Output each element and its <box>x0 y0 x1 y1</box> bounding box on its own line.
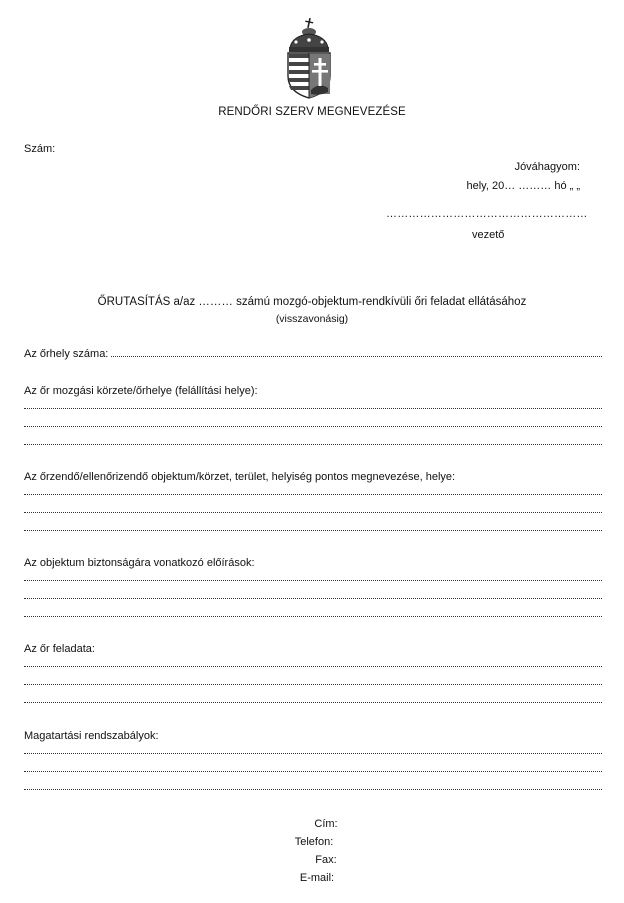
section-label-object-location: Az őrzendő/ellenőrizendő objektum/körzet, terület, helyiség pontos megnevezése, helye: <box>24 471 456 483</box>
document-subtitle: (visszavonásig) <box>275 313 349 325</box>
signer-role: vezető <box>472 229 505 241</box>
section-label-security-rules: Az objektum biztonságára vonatkozó előírások: <box>24 557 255 569</box>
section-label-conduct-rules: Magatartási rendszabályok: <box>24 730 159 742</box>
approval-date: hely, 20… ……… hó „ „ <box>466 180 580 192</box>
fill-line <box>24 574 602 581</box>
fill-line <box>24 488 602 495</box>
fill-line <box>24 524 602 531</box>
section-label-post-number: Az őrhely száma: <box>24 348 111 360</box>
footer-phone: Telefon: <box>294 836 334 848</box>
fill-line <box>24 506 602 513</box>
fill-line <box>24 592 602 599</box>
fill-line <box>24 678 602 685</box>
hungarian-coat-of-arms-icon <box>282 18 336 100</box>
fill-line <box>24 747 602 754</box>
fill-line <box>24 420 602 427</box>
footer-email: E-mail: <box>299 872 335 884</box>
fill-line <box>24 610 602 617</box>
footer-fax: Fax: <box>315 854 337 866</box>
document-title: ŐRUTASÍTÁS a/az ……… számú mozgó-objektum-rendkívüli őri feladat ellátásához <box>97 296 527 308</box>
document-number-label: Szám: <box>24 143 56 155</box>
fill-line <box>24 402 602 409</box>
section-label-movement-area: Az őr mozgási körzete/őrhelye (felállítási helye): <box>24 385 258 397</box>
approval-block <box>380 158 580 196</box>
contact-footer <box>0 815 624 887</box>
fill-line <box>24 438 602 445</box>
footer-address: Cím: <box>314 818 338 830</box>
fill-line <box>24 765 602 772</box>
section-label-guard-duties: Az őr feladata: <box>24 643 95 655</box>
fill-line <box>24 783 602 790</box>
organization-title: RENDŐRI SZERV MEGNEVEZÉSE <box>218 106 406 118</box>
fill-line <box>24 660 602 667</box>
approval-label: Jóváhagyom: <box>514 161 580 173</box>
fill-line <box>24 696 602 703</box>
signature-line: ……………………………………………… <box>386 208 588 218</box>
